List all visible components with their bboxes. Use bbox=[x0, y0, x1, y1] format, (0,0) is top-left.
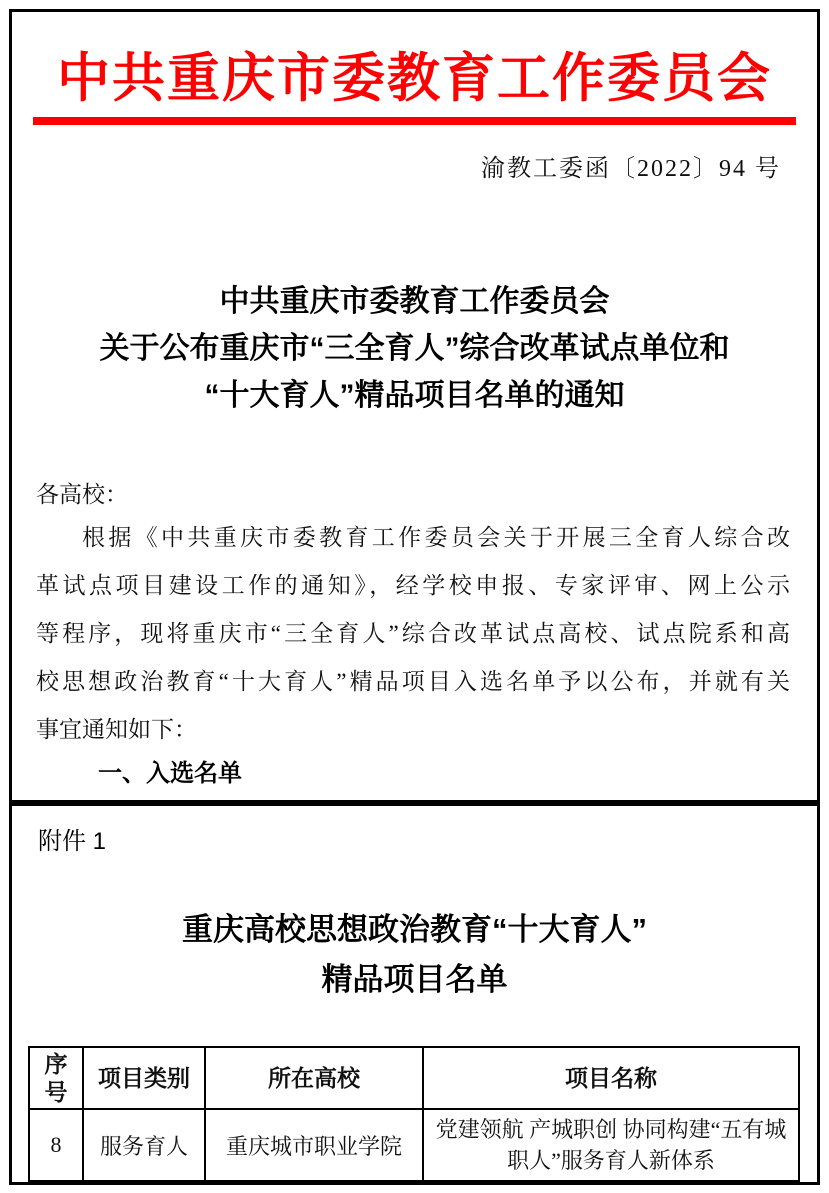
notice-title-line-3: “十大育人”精品项目名单的通知 bbox=[204, 379, 625, 412]
body-line-1: 根据《中共重庆市委教育工作委员会关于开展三全育人综合改 bbox=[82, 525, 790, 550]
body-line-2: 革试点项目建设工作的通知》，经学校申报、专家评审、网上公示 bbox=[36, 573, 790, 598]
body-line-3: 等程序，现将重庆市“三全育人”综合改革试点高校、试点院系和高 bbox=[36, 621, 790, 646]
table-header bbox=[29, 1047, 799, 1109]
salutation: 各高校： bbox=[36, 482, 128, 507]
attachment-title-line-1: 重庆高校思想政治教育“十大育人” bbox=[182, 912, 647, 947]
notice-title-line-1: 中共重庆市委教育工作委员会 bbox=[219, 285, 610, 318]
cell-project-category: 服务育人 bbox=[83, 1109, 205, 1181]
cell-serial-number: 8 bbox=[29, 1109, 83, 1181]
attachment-label: 附件 1 bbox=[38, 828, 107, 855]
attachment-title-line-2: 精品项目名单 bbox=[321, 962, 508, 997]
section-heading-selection-list: 一、入选名单 bbox=[98, 760, 242, 787]
body-line-5: 事宜通知如下： bbox=[36, 717, 197, 742]
section-divider-line bbox=[9, 800, 820, 806]
table-header-row bbox=[29, 1047, 799, 1109]
notice-title bbox=[10, 278, 819, 419]
notice-body-paragraph bbox=[36, 514, 790, 754]
masthead-red-rule bbox=[33, 117, 796, 125]
header-project-category: 项目类别 bbox=[83, 1047, 205, 1109]
header-serial-number: 序号 bbox=[29, 1047, 83, 1109]
project-roster-table bbox=[28, 1046, 800, 1182]
body-line-4: 校思想政治教育“十大育人”精品项目入选名单予以公布，并就有关 bbox=[36, 669, 790, 694]
table-row bbox=[29, 1109, 799, 1181]
notice-title-line-2: 关于公布重庆市“三全育人”综合改革试点单位和 bbox=[99, 332, 730, 365]
cell-university: 重庆城市职业学院 bbox=[205, 1109, 423, 1181]
masthead-org-title: 中共重庆市委教育工作委员会 bbox=[57, 49, 772, 108]
header-project-name: 项目名称 bbox=[423, 1047, 799, 1109]
header-university: 所在高校 bbox=[205, 1047, 423, 1109]
table-body bbox=[29, 1109, 799, 1181]
cell-project-name: 党建领航 产城职创 协同构建“五有城职人”服务育人新体系 bbox=[423, 1109, 799, 1181]
attachment-title bbox=[10, 905, 819, 1005]
document-number: 渝教工委函〔2022〕94 号 bbox=[481, 156, 781, 182]
